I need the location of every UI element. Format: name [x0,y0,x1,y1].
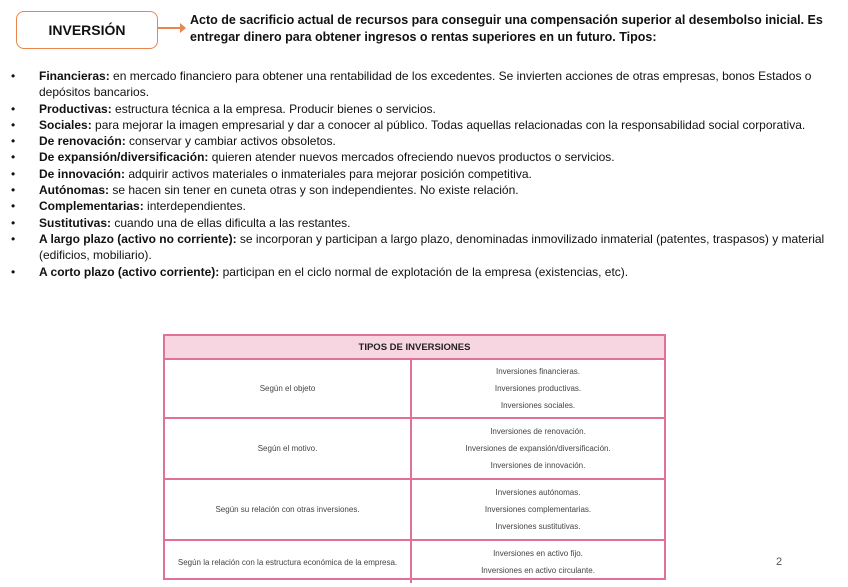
type-desc: en mercado financiero para obtener una rentabilidad de los excedentes. Se invierten acciones de otras empresas, bonos Estados o depósitos bancarios. [39,69,812,100]
table-row-label: Según su relación con otras inversiones. [165,480,412,539]
type-term: Autónomas: [39,183,109,198]
table-row [165,360,664,419]
table-row-items [412,360,664,417]
type-desc: se incorporan y participan a largo plazo, denominadas inmovilizado inmaterial (patentes, traspasos) y material (edificios, mobiliario). [39,231,825,263]
list-item [8,264,828,280]
title-box [16,11,158,49]
type-term: A largo plazo (activo no corriente): [39,231,237,246]
type-term: Sociales: [39,117,92,132]
table-row-items [412,541,664,583]
type-term: De renovación: [39,134,126,149]
list-item [8,182,828,198]
table-row [165,541,664,583]
table-cell-item: Inversiones productivas. [494,384,582,393]
arrow-icon [158,27,184,29]
type-desc: interdependientes. [143,199,246,214]
type-term: Sustitutivas: [39,215,112,230]
table-row-label: Según el motivo. [165,419,412,478]
table-cell-item: Inversiones autónomas. [495,488,581,497]
page-number: 2 [776,556,783,568]
types-list [8,68,828,280]
list-item [8,117,828,133]
list-item [8,198,828,214]
list-item [8,231,828,264]
type-desc: para mejorar la imagen empresarial y dar a conocer al público. Todas aquellas relacionadas con la responsabilidad social corporativa. [91,117,806,132]
table-cell-item: Inversiones complementarias. [484,505,592,514]
table-cell-item: Inversiones financieras. [495,367,581,376]
table-cell-item: Inversiones sustitutivas. [495,522,581,531]
table-cell-item: Inversiones sociales. [500,401,576,410]
type-desc: se hacen sin tener en cuneta otras y son independientes. No existe relación. [109,183,519,198]
type-term: Financieras: [39,69,110,83]
type-desc: adquirir activos materiales o inmateriales para mejorar posición competitiva. [125,166,532,181]
list-item [8,133,828,149]
table-cell-item: Inversiones en activo fijo. [493,549,583,558]
table-row [165,480,664,541]
table-title: TIPOS DE INVERSIONES [165,336,664,360]
type-desc: quieren atender nuevos mercados ofreciendo nuevos productos o servicios. [208,150,615,165]
investment-types-table [163,334,666,580]
table-row-label: Según la relación con la estructura económica de la empresa. [165,541,412,583]
type-term: De expansión/diversificación: [39,150,209,165]
type-desc: cuando una de ellas dificulta a las restantes. [111,215,351,230]
type-term: De innovación: [39,166,126,181]
list-item [8,215,828,231]
type-term: A corto plazo (activo corriente): [39,264,220,279]
type-desc: participan en el ciclo normal de explotación de la empresa (existencias, etc). [219,264,629,279]
definition-text: Acto de sacrificio actual de recursos para conseguir una compensación superior al desembolso inicial. Es entregar dinero para obtener ingresos o rentas superiores en un futuro. Tipos: [190,13,823,44]
slide-title: INVERSIÓN [48,22,126,38]
list-item [8,149,828,165]
list-item [8,166,828,182]
list-item [8,101,828,117]
table-cell-item: Inversiones de expansión/diversificación. [465,444,611,453]
type-desc: estructura técnica a la empresa. Producir bienes o servicios. [111,101,436,116]
table-cell-item: Inversiones en activo circulante. [481,566,595,575]
table-row-items [412,480,664,539]
table-row-items [412,419,664,478]
table-cell-item: Inversiones de renovación. [490,427,586,436]
table-row [165,419,664,480]
list-item [8,68,828,101]
table-row-label: Según el objeto [165,360,412,417]
type-term: Complementarias: [39,199,144,214]
type-term: Productivas: [39,101,112,116]
table-cell-item: Inversiones de innovación. [490,461,586,470]
type-desc: conservar y cambiar activos obsoletos. [125,134,336,149]
